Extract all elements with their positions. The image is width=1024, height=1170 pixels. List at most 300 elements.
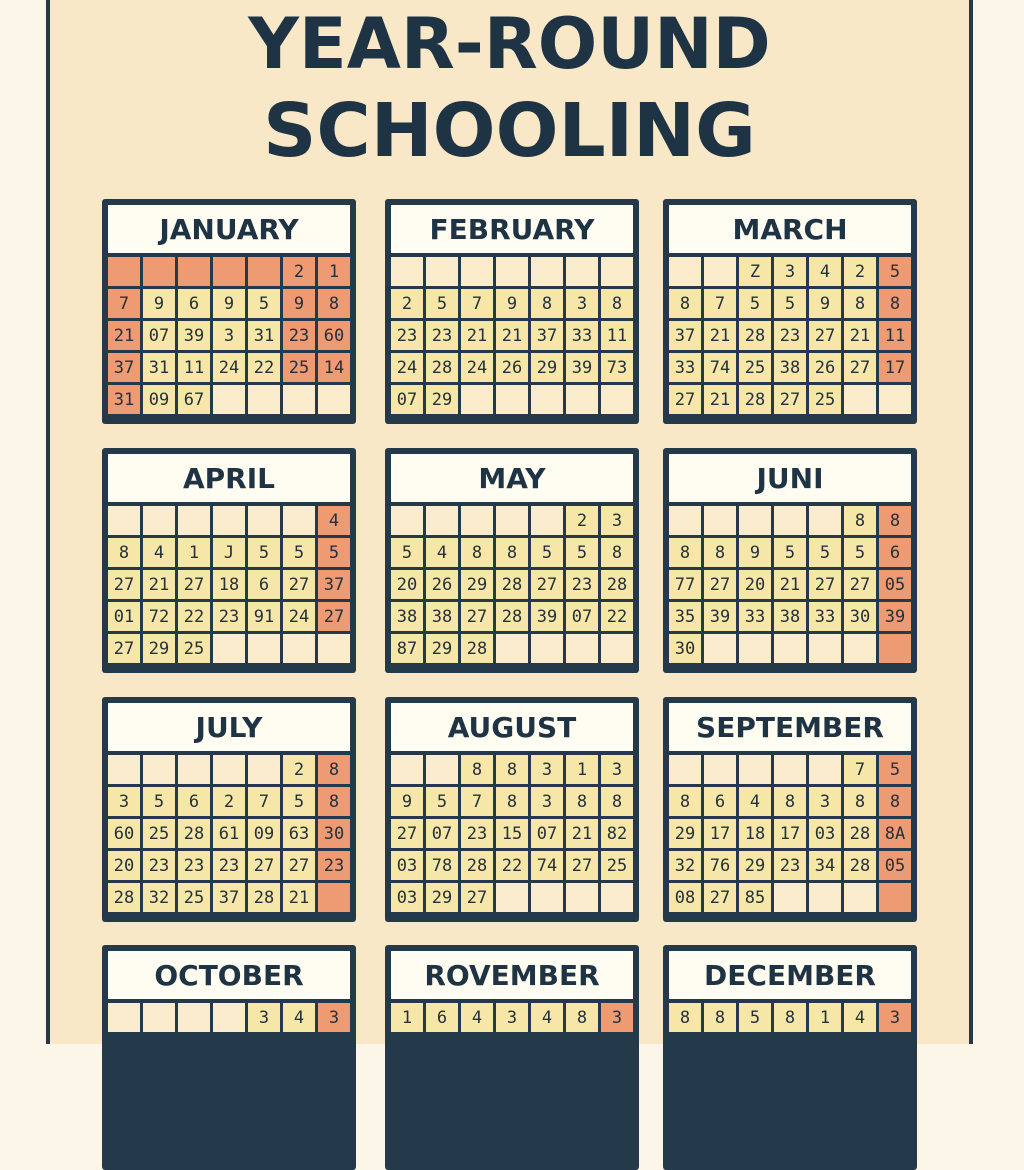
day-cell: 8 — [461, 755, 493, 784]
day-cell: 8 — [879, 506, 911, 535]
day-cell: 22 — [496, 851, 528, 880]
day-cell: 23 — [426, 321, 458, 350]
day-cell: 03 — [391, 883, 423, 912]
month-calendar-rovember — [385, 945, 639, 1170]
day-cell: 27 — [844, 570, 876, 599]
day-cell: 07 — [566, 602, 598, 631]
day-cell: 8 — [669, 538, 701, 567]
day-cell: 5 — [143, 787, 175, 816]
month-name: OCTOBER — [108, 951, 350, 999]
day-cell: 17 — [879, 353, 911, 382]
month-calendar-december — [663, 945, 917, 1170]
day-cell: 8 — [496, 538, 528, 567]
day-cell: 60 — [318, 321, 350, 350]
day-cell: 3 — [774, 257, 806, 286]
day-cell: 8 — [669, 1003, 701, 1032]
day-cell — [318, 883, 350, 912]
day-cell: 2 — [283, 755, 315, 784]
day-cell — [566, 257, 598, 286]
day-cell: 5 — [426, 289, 458, 318]
day-cell: 5 — [283, 787, 315, 816]
day-cell: 21 — [704, 321, 736, 350]
day-cell: 9 — [391, 787, 423, 816]
day-cell: 5 — [318, 538, 350, 567]
day-cell — [318, 385, 350, 414]
day-cell — [601, 634, 633, 663]
day-cell: 03 — [391, 851, 423, 880]
day-cell: 8 — [601, 289, 633, 318]
day-cell: 27 — [108, 634, 140, 663]
day-cell: 24 — [461, 353, 493, 382]
day-cell: 07 — [531, 819, 563, 848]
day-cell: 25 — [283, 353, 315, 382]
day-cell: 5 — [566, 538, 598, 567]
month-name: AUGUST — [391, 703, 633, 751]
day-cell — [844, 385, 876, 414]
day-grid — [108, 506, 350, 663]
day-cell: 4 — [426, 538, 458, 567]
day-cell: 77 — [669, 570, 701, 599]
day-cell: 4 — [531, 1003, 563, 1032]
day-cell: J — [213, 538, 245, 567]
day-cell: 5 — [426, 787, 458, 816]
month-calendar-september — [663, 697, 917, 922]
day-cell: 25 — [739, 353, 771, 382]
day-cell: 28 — [496, 602, 528, 631]
day-cell: 7 — [108, 289, 140, 318]
day-cell: 8 — [704, 538, 736, 567]
day-cell — [496, 385, 528, 414]
day-cell: 07 — [143, 321, 175, 350]
day-cell — [283, 506, 315, 535]
day-cell: 5 — [248, 538, 280, 567]
day-cell — [426, 755, 458, 784]
day-cell: 22 — [178, 602, 210, 631]
day-cell: 3 — [496, 1003, 528, 1032]
day-cell: 27 — [844, 353, 876, 382]
day-cell: 4 — [844, 1003, 876, 1032]
day-cell: 22 — [248, 353, 280, 382]
day-cell: 78 — [426, 851, 458, 880]
day-cell: 09 — [248, 819, 280, 848]
day-cell: 9 — [739, 538, 771, 567]
day-cell — [213, 755, 245, 784]
day-cell — [844, 883, 876, 912]
day-cell: 3 — [809, 787, 841, 816]
day-cell — [809, 634, 841, 663]
day-cell: 33 — [809, 602, 841, 631]
day-cell: 33 — [566, 321, 598, 350]
day-cell: 60 — [108, 819, 140, 848]
day-cell: 28 — [844, 851, 876, 880]
day-cell: 27 — [704, 570, 736, 599]
day-cell: 8 — [601, 787, 633, 816]
day-cell: 8 — [774, 787, 806, 816]
day-cell: 31 — [108, 385, 140, 414]
day-cell: 09 — [143, 385, 175, 414]
day-cell — [213, 1003, 245, 1032]
day-cell: 5 — [809, 538, 841, 567]
day-cell: 2 — [213, 787, 245, 816]
day-cell: 5 — [879, 257, 911, 286]
day-grid — [108, 1003, 350, 1160]
day-cell — [879, 883, 911, 912]
day-cell: 3 — [601, 1003, 633, 1032]
day-cell — [178, 506, 210, 535]
day-cell: 27 — [704, 883, 736, 912]
day-cell — [143, 755, 175, 784]
day-cell: 67 — [178, 385, 210, 414]
day-cell — [213, 634, 245, 663]
day-cell — [248, 385, 280, 414]
month-name: APRIL — [108, 454, 350, 502]
day-cell — [391, 257, 423, 286]
day-cell: 21 — [496, 321, 528, 350]
day-cell — [669, 755, 701, 784]
day-cell — [496, 257, 528, 286]
day-cell: 2 — [566, 506, 598, 535]
day-cell: 1 — [391, 1003, 423, 1032]
day-cell: 28 — [844, 819, 876, 848]
day-cell: 8 — [844, 787, 876, 816]
day-cell: 8 — [318, 289, 350, 318]
day-cell: 29 — [461, 570, 493, 599]
month-calendar-juni — [663, 448, 917, 673]
day-cell: 4 — [461, 1003, 493, 1032]
day-cell: 8 — [566, 787, 598, 816]
day-cell: 25 — [178, 634, 210, 663]
month-name: DECEMBER — [669, 951, 911, 999]
day-cell: 3 — [601, 506, 633, 535]
day-cell: 25 — [601, 851, 633, 880]
day-cell: 7 — [461, 787, 493, 816]
day-cell: 26 — [809, 353, 841, 382]
day-cell: 24 — [283, 602, 315, 631]
day-cell: 34 — [809, 851, 841, 880]
day-cell: 29 — [426, 883, 458, 912]
day-cell: 9 — [496, 289, 528, 318]
day-cell: 26 — [426, 570, 458, 599]
day-cell — [248, 634, 280, 663]
day-cell: 7 — [844, 755, 876, 784]
day-cell: 23 — [461, 819, 493, 848]
day-cell — [391, 506, 423, 535]
day-cell — [566, 634, 598, 663]
month-calendar-february — [385, 199, 639, 424]
day-cell: 3 — [108, 787, 140, 816]
day-cell: 63 — [283, 819, 315, 848]
day-cell: 74 — [531, 851, 563, 880]
day-cell: 27 — [283, 570, 315, 599]
day-cell: 22 — [601, 602, 633, 631]
day-cell: 1 — [809, 1003, 841, 1032]
month-name: JUNI — [669, 454, 911, 502]
day-cell: 39 — [879, 602, 911, 631]
day-cell — [108, 1003, 140, 1032]
day-cell: 39 — [566, 353, 598, 382]
day-grid — [669, 1003, 911, 1160]
day-cell — [283, 385, 315, 414]
day-cell: 31 — [248, 321, 280, 350]
day-cell: 3 — [531, 787, 563, 816]
day-cell: 37 — [318, 570, 350, 599]
day-cell: 30 — [318, 819, 350, 848]
day-cell: 27 — [809, 321, 841, 350]
day-cell: 3 — [879, 1003, 911, 1032]
day-cell: 32 — [669, 851, 701, 880]
day-cell: 8 — [531, 289, 563, 318]
day-cell: 35 — [669, 602, 701, 631]
day-cell — [669, 257, 701, 286]
day-cell: 5 — [531, 538, 563, 567]
day-cell: 18 — [213, 570, 245, 599]
day-cell: 33 — [739, 602, 771, 631]
day-grid — [669, 506, 911, 663]
day-cell: 23 — [566, 570, 598, 599]
day-cell: 21 — [461, 321, 493, 350]
day-cell: 21 — [704, 385, 736, 414]
day-cell: 30 — [669, 634, 701, 663]
day-cell: Z — [739, 257, 771, 286]
day-cell — [143, 257, 175, 286]
day-cell — [461, 385, 493, 414]
day-cell — [601, 883, 633, 912]
day-cell: 31 — [143, 353, 175, 382]
day-cell — [531, 634, 563, 663]
day-cell: 23 — [213, 602, 245, 631]
day-cell: 29 — [669, 819, 701, 848]
day-cell: 9 — [283, 289, 315, 318]
day-cell — [774, 755, 806, 784]
day-cell: 29 — [531, 353, 563, 382]
day-cell: 24 — [213, 353, 245, 382]
day-grid — [391, 755, 633, 912]
day-cell: 03 — [809, 819, 841, 848]
day-cell: 23 — [318, 851, 350, 880]
day-cell: 8 — [601, 538, 633, 567]
day-cell: 27 — [283, 851, 315, 880]
day-cell: 4 — [143, 538, 175, 567]
day-cell — [391, 755, 423, 784]
day-cell — [178, 755, 210, 784]
day-cell — [143, 506, 175, 535]
day-cell: 2 — [283, 257, 315, 286]
month-calendar-january — [102, 199, 356, 424]
day-cell: 9 — [213, 289, 245, 318]
day-cell: 8A — [879, 819, 911, 848]
day-grid — [391, 1003, 633, 1160]
day-cell — [669, 506, 701, 535]
day-cell — [318, 634, 350, 663]
day-cell: 33 — [669, 353, 701, 382]
day-cell: 5 — [391, 538, 423, 567]
day-grid — [391, 506, 633, 663]
month-name: MAY — [391, 454, 633, 502]
day-cell: 29 — [143, 634, 175, 663]
day-cell: 8 — [318, 755, 350, 784]
day-cell: 38 — [391, 602, 423, 631]
day-cell: 24 — [391, 353, 423, 382]
day-cell: 14 — [318, 353, 350, 382]
day-grid — [669, 257, 911, 414]
day-cell: 2 — [391, 289, 423, 318]
day-cell: 85 — [739, 883, 771, 912]
day-cell — [531, 506, 563, 535]
day-cell: 37 — [213, 883, 245, 912]
day-grid — [108, 755, 350, 912]
day-cell: 28 — [739, 385, 771, 414]
day-cell: 5 — [774, 538, 806, 567]
day-cell — [739, 755, 771, 784]
day-cell: 5 — [844, 538, 876, 567]
day-cell: 05 — [879, 851, 911, 880]
day-cell — [566, 883, 598, 912]
day-cell: 20 — [739, 570, 771, 599]
day-cell: 28 — [108, 883, 140, 912]
day-cell: 38 — [774, 353, 806, 382]
day-cell: 25 — [143, 819, 175, 848]
day-cell: 5 — [879, 755, 911, 784]
day-cell: 37 — [108, 353, 140, 382]
day-cell: 07 — [426, 819, 458, 848]
day-cell — [178, 257, 210, 286]
day-cell: 1 — [566, 755, 598, 784]
day-cell: 15 — [496, 819, 528, 848]
day-cell: 11 — [178, 353, 210, 382]
month-name: ROVEMBER — [391, 951, 633, 999]
day-cell: 3 — [318, 1003, 350, 1032]
day-cell: 6 — [879, 538, 911, 567]
day-grid — [669, 755, 911, 912]
month-calendar-may — [385, 448, 639, 673]
day-cell: 27 — [669, 385, 701, 414]
day-cell: 27 — [566, 851, 598, 880]
day-cell: 23 — [213, 851, 245, 880]
day-cell — [566, 385, 598, 414]
day-cell: 6 — [178, 787, 210, 816]
day-cell — [213, 506, 245, 535]
day-cell — [461, 506, 493, 535]
day-cell: 20 — [391, 570, 423, 599]
day-cell: 17 — [774, 819, 806, 848]
day-cell: 01 — [108, 602, 140, 631]
day-cell — [426, 257, 458, 286]
month-name: FEBRUARY — [391, 205, 633, 253]
day-cell: 6 — [704, 787, 736, 816]
day-cell — [879, 385, 911, 414]
day-cell: 1 — [318, 257, 350, 286]
day-cell — [531, 883, 563, 912]
day-cell: 4 — [318, 506, 350, 535]
title-line-2: SCHOOLING — [263, 88, 756, 174]
day-cell — [108, 506, 140, 535]
day-cell: 32 — [143, 883, 175, 912]
day-cell: 27 — [531, 570, 563, 599]
day-cell: 3 — [531, 755, 563, 784]
day-cell: 3 — [248, 1003, 280, 1032]
day-cell: 5 — [248, 289, 280, 318]
day-cell: 8 — [879, 289, 911, 318]
day-cell — [248, 257, 280, 286]
day-cell — [739, 506, 771, 535]
day-cell: 8 — [879, 787, 911, 816]
month-name: MARCH — [669, 205, 911, 253]
day-cell: 8 — [496, 787, 528, 816]
day-cell: 4 — [809, 257, 841, 286]
day-cell: 23 — [178, 851, 210, 880]
day-cell: 30 — [844, 602, 876, 631]
day-cell: 7 — [248, 787, 280, 816]
day-cell: 3 — [601, 755, 633, 784]
day-cell — [809, 506, 841, 535]
day-cell — [531, 385, 563, 414]
day-cell: 39 — [704, 602, 736, 631]
day-cell: 21 — [283, 883, 315, 912]
day-cell: 27 — [248, 851, 280, 880]
month-calendar-april — [102, 448, 356, 673]
day-cell — [248, 755, 280, 784]
day-cell: 29 — [426, 634, 458, 663]
day-cell — [774, 634, 806, 663]
day-cell — [704, 755, 736, 784]
day-cell: 07 — [391, 385, 423, 414]
day-cell: 74 — [704, 353, 736, 382]
day-cell: 5 — [774, 289, 806, 318]
month-calendar-march — [663, 199, 917, 424]
day-cell: 23 — [283, 321, 315, 350]
day-cell: 8 — [669, 289, 701, 318]
day-cell: 8 — [774, 1003, 806, 1032]
month-name: JULY — [108, 703, 350, 751]
day-cell: 87 — [391, 634, 423, 663]
day-cell: 25 — [809, 385, 841, 414]
day-cell: 28 — [601, 570, 633, 599]
day-cell: 8 — [108, 538, 140, 567]
day-cell: 8 — [704, 1003, 736, 1032]
day-cell: 76 — [704, 851, 736, 880]
day-cell: 4 — [283, 1003, 315, 1032]
day-cell — [426, 506, 458, 535]
day-cell — [496, 883, 528, 912]
day-cell: 23 — [774, 321, 806, 350]
day-cell: 8 — [461, 538, 493, 567]
month-calendar-july — [102, 697, 356, 922]
day-cell: 28 — [178, 819, 210, 848]
day-cell: 29 — [739, 851, 771, 880]
day-cell: 26 — [496, 353, 528, 382]
day-cell: 21 — [143, 570, 175, 599]
day-cell: 23 — [391, 321, 423, 350]
day-cell: 1 — [178, 538, 210, 567]
day-cell — [704, 506, 736, 535]
day-cell — [461, 257, 493, 286]
day-cell: 28 — [248, 883, 280, 912]
day-cell: 3 — [566, 289, 598, 318]
day-cell: 28 — [739, 321, 771, 350]
month-calendar-october — [102, 945, 356, 1170]
day-cell: 21 — [108, 321, 140, 350]
day-cell: 38 — [426, 602, 458, 631]
day-cell: 91 — [248, 602, 280, 631]
day-cell: 27 — [108, 570, 140, 599]
day-cell — [601, 257, 633, 286]
day-cell: 6 — [248, 570, 280, 599]
day-cell — [108, 755, 140, 784]
day-cell — [248, 506, 280, 535]
day-cell — [774, 506, 806, 535]
day-cell: 08 — [669, 883, 701, 912]
day-cell: 21 — [774, 570, 806, 599]
